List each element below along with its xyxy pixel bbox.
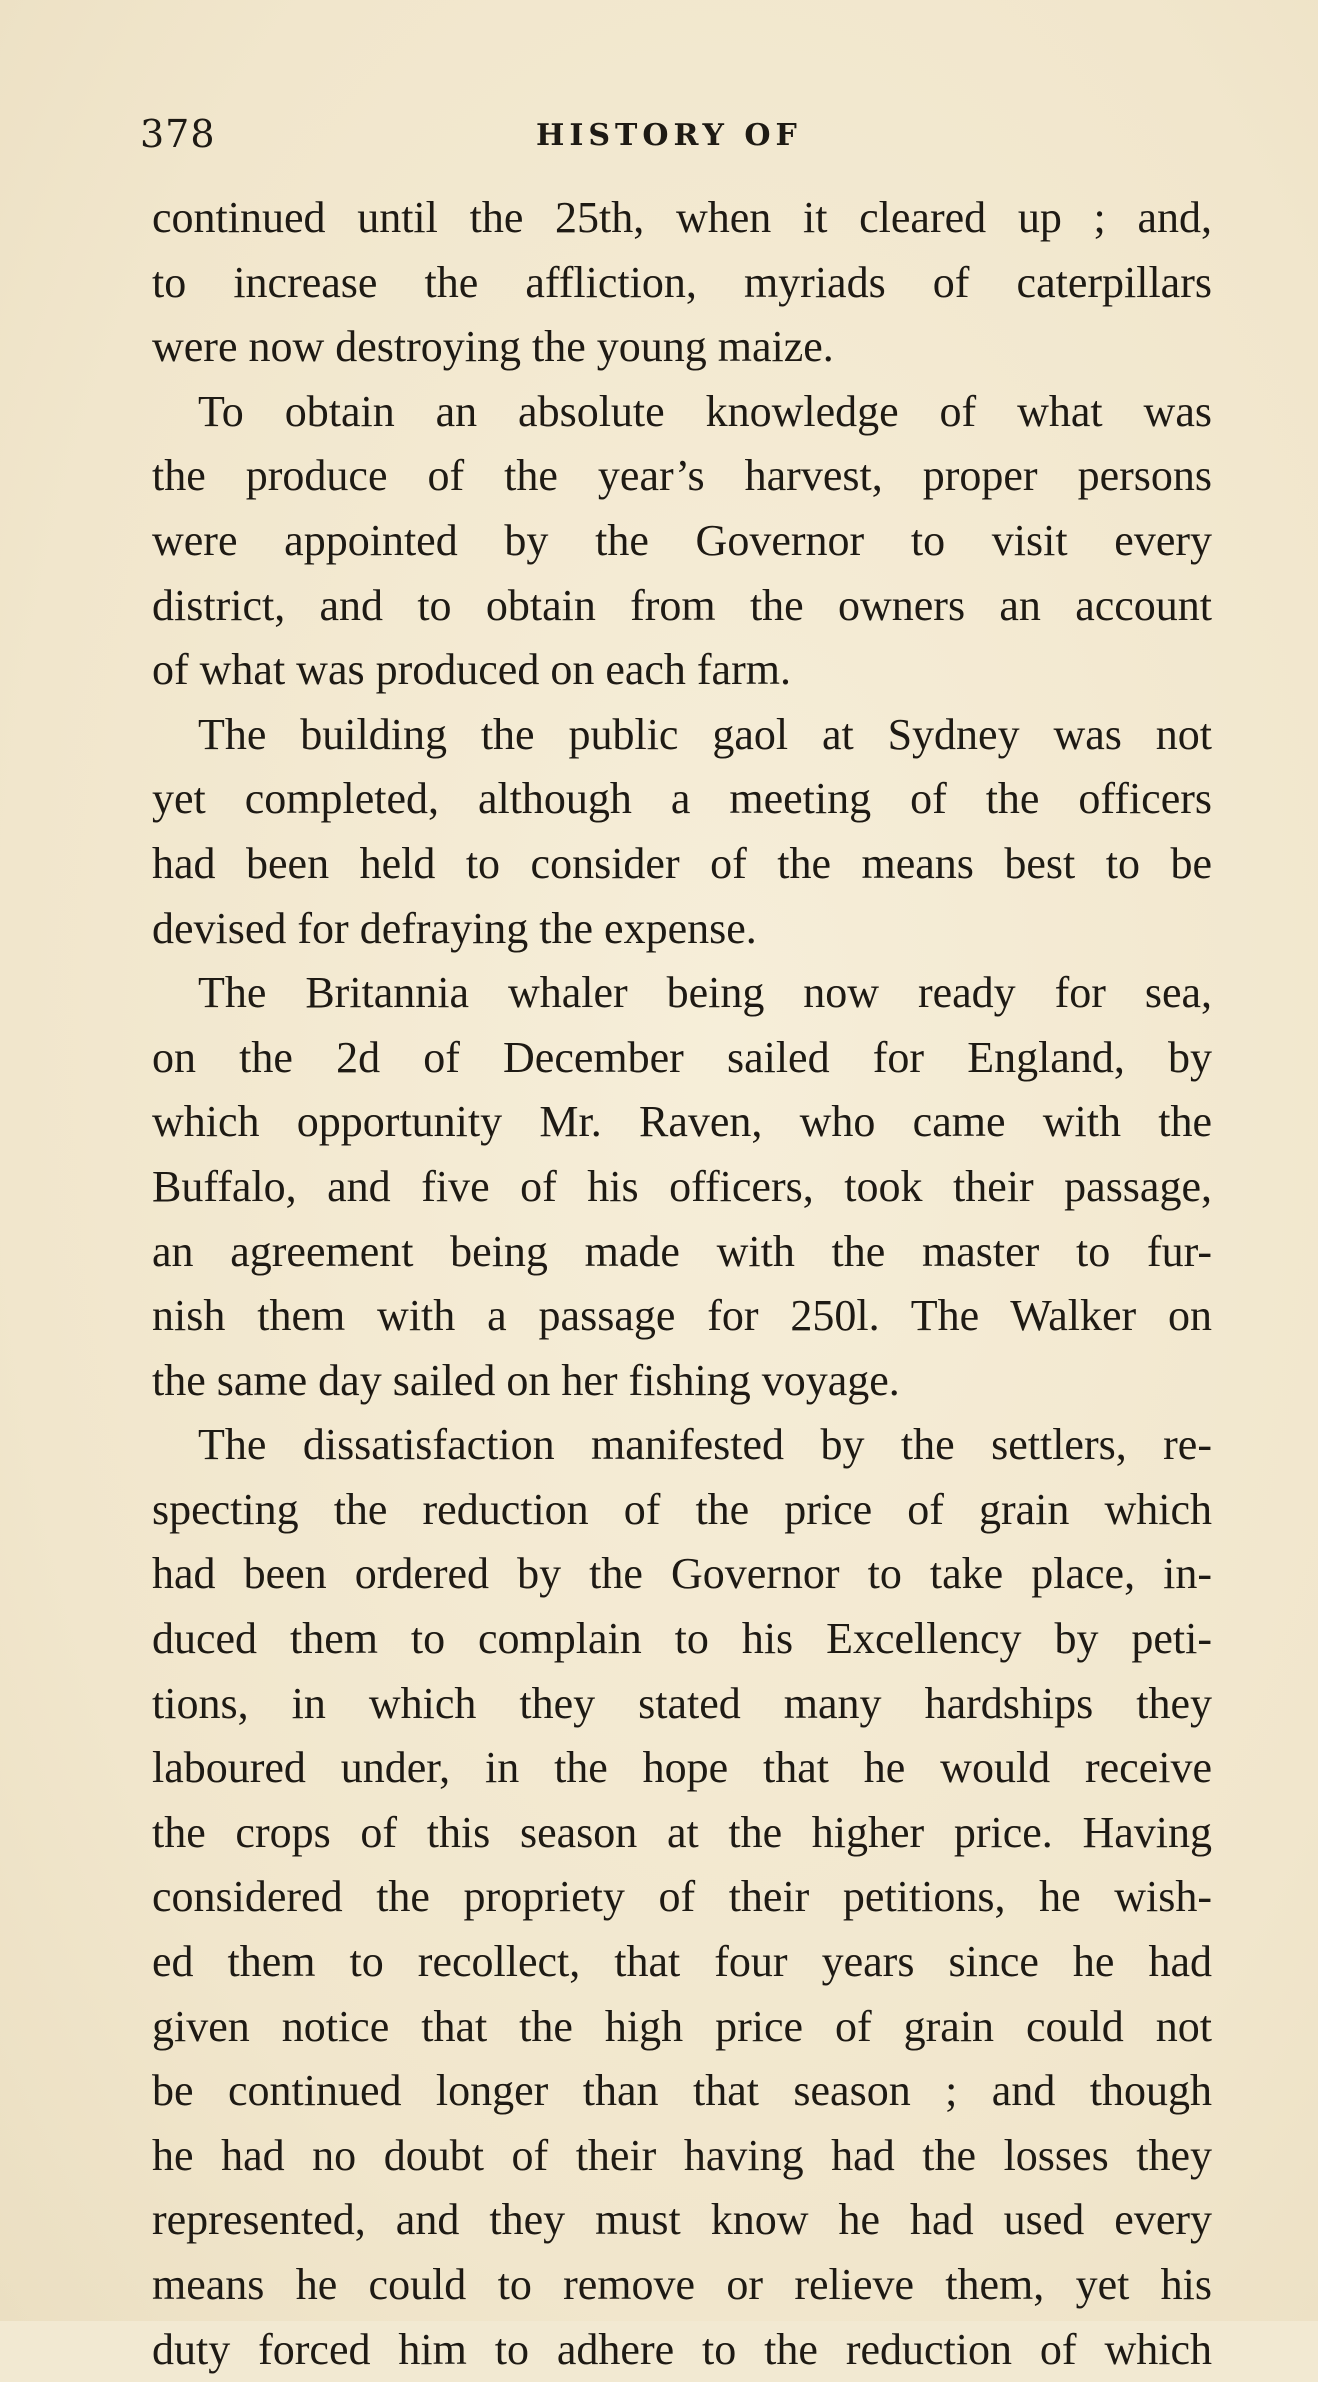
text-line: district, and to obtain from the owners an account	[152, 580, 1212, 630]
text-line: Buffalo, and five of his officers, took their passage,	[152, 1161, 1212, 1211]
text-line: the same day sailed on her fishing voyage.	[152, 1355, 900, 1405]
text-line: were appointed by the Governor to visit every	[152, 515, 1212, 565]
text-line: means he could to remove or relieve them, yet his	[152, 2260, 1212, 2309]
text-line: The Britannia whaler being now ready for sea,	[198, 968, 1212, 1018]
text-line: of what was produced on each farm.	[152, 645, 791, 695]
text-line: ed them to recollect, that four years since he had	[152, 1937, 1212, 1987]
text-line: given notice that the high price of grain could not	[152, 2001, 1212, 2051]
text-line: the crops of this season at the higher price. Having	[152, 1807, 1212, 1857]
running-head: HISTORY OF	[536, 118, 802, 153]
page-header	[140, 112, 1220, 172]
text-line: duty forced him to adhere to the reduction of which	[152, 2324, 1212, 2374]
text-line: nish them with a passage for 250l. The Walker on	[152, 1291, 1212, 1341]
text-line: To obtain an absolute knowledge of what was	[198, 386, 1212, 436]
text-line: the produce of the year’s harvest, proper persons	[152, 451, 1212, 501]
text-line: had been ordered by the Governor to take place, in-	[152, 1549, 1212, 1599]
text-line: yet completed, although a meeting of the officers	[152, 774, 1212, 824]
text-line: continued until the 25th, when it cleared up ; and,	[152, 193, 1212, 242]
text-line: The dissatisfaction manifested by the settlers, re-	[198, 1420, 1212, 1470]
paragraph-1	[152, 186, 1212, 380]
paragraph-3	[152, 703, 1212, 961]
text-line: considered the propriety of their petitions, he wish-	[152, 1872, 1212, 1922]
text-line: The building the public gaol at Sydney was not	[198, 709, 1212, 759]
text-line: laboured under, in the hope that he would receive	[152, 1743, 1212, 1793]
text-line: tions, in which they stated many hardships they	[152, 1678, 1212, 1728]
text-line: duced them to complain to his Excellency by peti-	[152, 1614, 1212, 1664]
text-line: were now destroying the young maize.	[152, 322, 834, 372]
text-line: to increase the affliction, myriads of caterpillars	[152, 257, 1212, 307]
text-line: had been held to consider of the means best to be	[152, 838, 1212, 888]
paragraph-4	[152, 961, 1212, 1413]
text-line: which opportunity Mr. Raven, who came with the	[152, 1097, 1212, 1147]
body-text	[152, 186, 1212, 2382]
text-line: devised for defraying the expense.	[152, 903, 757, 953]
text-line: on the 2d of December sailed for England, by	[152, 1032, 1212, 1082]
text-line: he had no doubt of their having had the losses they	[152, 2130, 1212, 2180]
text-line: represented, and they must know he had used every	[152, 2195, 1212, 2245]
text-line: specting the reduction of the price of grain which	[152, 1484, 1212, 1534]
paragraph-5	[152, 1413, 1212, 2382]
paragraph-2	[152, 380, 1212, 703]
text-line: be continued longer than that season ; and though	[152, 2066, 1212, 2116]
text-line: an agreement being made with the master to fur-	[152, 1226, 1212, 1276]
page-number: 378	[140, 112, 216, 156]
